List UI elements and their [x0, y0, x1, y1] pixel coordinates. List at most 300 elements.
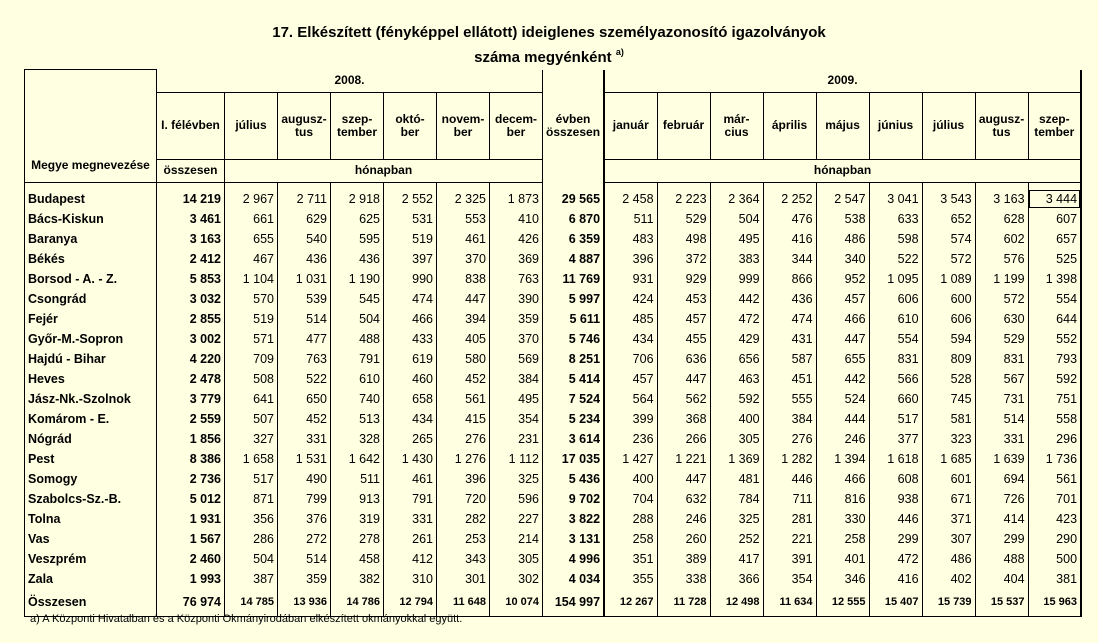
header-megye: Megye megnevezése — [25, 70, 157, 183]
table-cell: 301 — [437, 569, 490, 589]
table-cell: 519 — [225, 309, 278, 329]
table-cell: 12 267 — [604, 589, 657, 617]
table-cell: 2 855 — [157, 309, 225, 329]
table-cell: 1 658 — [225, 449, 278, 469]
table-cell: 466 — [384, 309, 437, 329]
table-cell: 572 — [922, 249, 975, 269]
table-cell: 2 559 — [157, 409, 225, 429]
table-cell: 866 — [763, 269, 816, 289]
table-cell: 488 — [331, 329, 384, 349]
header-osszesen: összesen — [157, 159, 225, 182]
table-cell: 1 394 — [816, 449, 869, 469]
table-cell: 871 — [225, 489, 278, 509]
table-cell: 2 967 — [225, 189, 278, 209]
table-cell: 931 — [604, 269, 657, 289]
table-cell: 258 — [816, 529, 869, 549]
table-cell: 442 — [816, 369, 869, 389]
table-cell: 359 — [490, 309, 543, 329]
county-name: Baranya — [25, 229, 157, 249]
table-row — [25, 529, 1082, 549]
table-cell: 302 — [490, 569, 543, 589]
table-cell: 370 — [437, 249, 490, 269]
table-cell: 481 — [710, 469, 763, 489]
county-name: Jász-Nk.-Szolnok — [25, 389, 157, 409]
table-cell: 384 — [490, 369, 543, 389]
table-cell: 5 234 — [543, 409, 605, 429]
table-cell: 338 — [657, 569, 710, 589]
header-month: június — [869, 92, 922, 159]
table-cell: 387 — [225, 569, 278, 589]
table-title-line2 — [0, 49, 1098, 66]
table-cell: 531 — [384, 209, 437, 229]
table-cell: 598 — [869, 229, 922, 249]
header-honapban-2008: hónapban — [225, 159, 543, 182]
table-cell: 446 — [763, 469, 816, 489]
table-cell: 29 565 — [543, 189, 605, 209]
table-cell: 784 — [710, 489, 763, 509]
table-cell: 552 — [1028, 329, 1081, 349]
table-cell: 4 996 — [543, 549, 605, 569]
county-name: Összesen — [25, 589, 157, 617]
table-cell: 399 — [604, 409, 657, 429]
table-row — [25, 509, 1082, 529]
county-name: Békés — [25, 249, 157, 269]
table-cell: 1 427 — [604, 449, 657, 469]
table-cell: 1 736 — [1028, 449, 1081, 469]
table-cell: 7 524 — [543, 389, 605, 409]
header-month: októ-ber — [384, 92, 437, 159]
county-name: Borsod - A. - Z. — [25, 269, 157, 289]
table-cell: 952 — [816, 269, 869, 289]
table-cell: 3 163 — [157, 229, 225, 249]
table-cell: 384 — [763, 409, 816, 429]
table-cell: 561 — [1028, 469, 1081, 489]
table-cell: 601 — [922, 469, 975, 489]
table-cell: 394 — [437, 309, 490, 329]
table-cell: 751 — [1028, 389, 1081, 409]
table-cell: 258 — [604, 529, 657, 549]
table-cell: 500 — [1028, 549, 1081, 569]
table-cell: 561 — [437, 389, 490, 409]
table-cell: 1 095 — [869, 269, 922, 289]
table-cell: 610 — [331, 369, 384, 389]
table-cell: 370 — [490, 329, 543, 349]
table-cell: 278 — [331, 529, 384, 549]
table-cell: 632 — [657, 489, 710, 509]
table-cell: 650 — [278, 389, 331, 409]
table-cell: 467 — [225, 249, 278, 269]
table-cell: 290 — [1028, 529, 1081, 549]
table-cell: 5 414 — [543, 369, 605, 389]
table-cell: 511 — [604, 209, 657, 229]
table-cell: 434 — [604, 329, 657, 349]
table-cell: 625 — [331, 209, 384, 229]
table-cell: 809 — [922, 349, 975, 369]
table-cell: 514 — [278, 309, 331, 329]
table-row — [25, 449, 1082, 469]
table-cell: 12 498 — [710, 589, 763, 617]
table-cell: 276 — [437, 429, 490, 449]
table-cell: 15 537 — [975, 589, 1028, 617]
table-cell: 831 — [869, 349, 922, 369]
table-cell: 572 — [975, 289, 1028, 309]
table-cell: 346 — [816, 569, 869, 589]
table-cell: 463 — [710, 369, 763, 389]
table-cell: 3 779 — [157, 389, 225, 409]
table-cell: 11 634 — [763, 589, 816, 617]
header-honapban-2009: hónapban — [604, 159, 1081, 182]
title-footnote-mark: a) — [615, 47, 624, 57]
table-cell: 231 — [490, 429, 543, 449]
table-cell: 566 — [869, 369, 922, 389]
table-cell: 461 — [437, 229, 490, 249]
table-cell: 528 — [922, 369, 975, 389]
table-cell: 12 555 — [816, 589, 869, 617]
table-cell: 2 711 — [278, 189, 331, 209]
header-month: novem-ber — [437, 92, 490, 159]
header-month: július — [225, 92, 278, 159]
table-cell: 340 — [816, 249, 869, 269]
table-cell: 553 — [437, 209, 490, 229]
table-cell: 466 — [816, 469, 869, 489]
table-cell: 423 — [1028, 509, 1081, 529]
table-cell: 574 — [922, 229, 975, 249]
table-cell: 11 728 — [657, 589, 710, 617]
table-cell: 15 963 — [1028, 589, 1081, 617]
table-cell: 319 — [331, 509, 384, 529]
table-row — [25, 409, 1082, 429]
table-row — [25, 589, 1082, 617]
county-name: Fejér — [25, 309, 157, 329]
header-month: augusz-tus — [278, 92, 331, 159]
table-cell: 447 — [657, 469, 710, 489]
table-cell: 524 — [816, 389, 869, 409]
header-month: április — [763, 92, 816, 159]
table-cell: 474 — [384, 289, 437, 309]
table-cell: 457 — [604, 369, 657, 389]
county-name: Heves — [25, 369, 157, 389]
table-cell: 606 — [922, 309, 975, 329]
table-cell: 2 223 — [657, 189, 710, 209]
table-cell: 366 — [710, 569, 763, 589]
table-cell: 447 — [437, 289, 490, 309]
table-cell: 519 — [384, 229, 437, 249]
table-cell: 404 — [975, 569, 1028, 589]
table-cell: 990 — [384, 269, 437, 289]
table-cell: 555 — [763, 389, 816, 409]
table-cell: 265 — [384, 429, 437, 449]
table-cell: 455 — [657, 329, 710, 349]
table-cell: 567 — [975, 369, 1028, 389]
table-cell: 831 — [975, 349, 1028, 369]
table-cell: 1 112 — [490, 449, 543, 469]
county-name: Vas — [25, 529, 157, 549]
table-cell: 1 642 — [331, 449, 384, 469]
table-cell: 14 786 — [331, 589, 384, 617]
table-cell: 476 — [763, 209, 816, 229]
table-cell: 571 — [225, 329, 278, 349]
table-cell: 5 436 — [543, 469, 605, 489]
table-cell: 720 — [437, 489, 490, 509]
table-cell: 76 974 — [157, 589, 225, 617]
table-cell: 1 089 — [922, 269, 975, 289]
table-cell: 351 — [604, 549, 657, 569]
table-cell: 381 — [1028, 569, 1081, 589]
table-cell: 288 — [604, 509, 657, 529]
table-row — [25, 349, 1082, 369]
table-cell: 307 — [922, 529, 975, 549]
table-cell: 581 — [922, 409, 975, 429]
table-cell: 600 — [922, 289, 975, 309]
table-cell: 2 252 — [763, 189, 816, 209]
table-cell: 310 — [384, 569, 437, 589]
table-cell: 913 — [331, 489, 384, 509]
table-cell: 299 — [869, 529, 922, 549]
table-cell: 400 — [604, 469, 657, 489]
table-cell: 1 031 — [278, 269, 331, 289]
table-cell: 1 199 — [975, 269, 1028, 289]
table-cell: 602 — [975, 229, 1028, 249]
table-cell: 558 — [1028, 409, 1081, 429]
table-cell: 447 — [816, 329, 869, 349]
table-cell: 1 639 — [975, 449, 1028, 469]
table-cell: 474 — [763, 309, 816, 329]
table-cell: 592 — [1028, 369, 1081, 389]
table-cell: 3 444 — [1028, 189, 1081, 209]
table-cell: 628 — [975, 209, 1028, 229]
header-month: július — [922, 92, 975, 159]
county-name: Komárom - E. — [25, 409, 157, 429]
table-cell: 296 — [1028, 429, 1081, 449]
table-row — [25, 369, 1082, 389]
table-cell: 539 — [278, 289, 331, 309]
table-cell: 431 — [763, 329, 816, 349]
table-cell: 1 104 — [225, 269, 278, 289]
table-cell: 377 — [869, 429, 922, 449]
table-cell: 4 220 — [157, 349, 225, 369]
table-cell: 522 — [278, 369, 331, 389]
table-cell: 272 — [278, 529, 331, 549]
table-cell: 495 — [490, 389, 543, 409]
table-cell: 400 — [710, 409, 763, 429]
table-cell: 391 — [763, 549, 816, 569]
table-cell: 325 — [710, 509, 763, 529]
table-cell: 938 — [869, 489, 922, 509]
table-cell: 545 — [331, 289, 384, 309]
table-title-text: száma megyénként — [474, 49, 612, 66]
table-cell: 508 — [225, 369, 278, 389]
table-cell: 595 — [331, 229, 384, 249]
table-cell: 999 — [710, 269, 763, 289]
table-cell: 3 822 — [543, 509, 605, 529]
table-cell: 504 — [710, 209, 763, 229]
table-cell: 838 — [437, 269, 490, 289]
table-cell: 477 — [278, 329, 331, 349]
table-body — [25, 182, 1082, 616]
header-felev: I. félévben — [157, 92, 225, 159]
table-cell: 3 002 — [157, 329, 225, 349]
table-cell: 562 — [657, 389, 710, 409]
table-cell: 619 — [384, 349, 437, 369]
header-month: augusz-tus — [975, 92, 1028, 159]
table-cell: 415 — [437, 409, 490, 429]
table-cell: 652 — [922, 209, 975, 229]
table-cell: 1 276 — [437, 449, 490, 469]
county-name: Tolna — [25, 509, 157, 529]
table-cell: 227 — [490, 509, 543, 529]
table-cell: 576 — [975, 249, 1028, 269]
table-cell: 344 — [763, 249, 816, 269]
table-cell: 433 — [384, 329, 437, 349]
table-cell: 331 — [278, 429, 331, 449]
table-cell: 694 — [975, 469, 1028, 489]
county-name: Szabolcs-Sz.-B. — [25, 489, 157, 509]
table-cell: 3 461 — [157, 209, 225, 229]
table-row — [25, 329, 1082, 349]
table-cell: 1 430 — [384, 449, 437, 469]
table-cell: 486 — [922, 549, 975, 569]
table-cell: 383 — [710, 249, 763, 269]
table-cell: 17 035 — [543, 449, 605, 469]
table-cell: 5 997 — [543, 289, 605, 309]
table-row — [25, 429, 1082, 449]
table-cell: 401 — [816, 549, 869, 569]
table-cell: 13 936 — [278, 589, 331, 617]
table-cell: 442 — [710, 289, 763, 309]
table-cell: 416 — [763, 229, 816, 249]
table-cell: 657 — [1028, 229, 1081, 249]
table-cell: 6 870 — [543, 209, 605, 229]
table-cell: 396 — [604, 249, 657, 269]
table-cell: 9 702 — [543, 489, 605, 509]
table-cell: 538 — [816, 209, 869, 229]
table-title-line1: 17. Elkészített (fényképpel ellátott) ideiglenes személyazonosító igazolványok — [272, 24, 826, 41]
table-cell: 799 — [278, 489, 331, 509]
table-row — [25, 569, 1082, 589]
table-cell: 1 567 — [157, 529, 225, 549]
table-cell: 461 — [384, 469, 437, 489]
table-cell: 522 — [869, 249, 922, 269]
table-cell: 472 — [710, 309, 763, 329]
table-cell: 286 — [225, 529, 278, 549]
table-cell: 354 — [763, 569, 816, 589]
table-cell: 266 — [657, 429, 710, 449]
table-cell: 214 — [490, 529, 543, 549]
table-cell: 410 — [490, 209, 543, 229]
table-cell: 816 — [816, 489, 869, 509]
table-cell: 564 — [604, 389, 657, 409]
table-cell: 472 — [869, 549, 922, 569]
table-cell: 305 — [490, 549, 543, 569]
table-cell: 246 — [657, 509, 710, 529]
table-cell: 3 614 — [543, 429, 605, 449]
table-cell: 305 — [710, 429, 763, 449]
table-cell: 154 997 — [543, 589, 605, 617]
table-cell: 745 — [922, 389, 975, 409]
table-row — [25, 209, 1082, 229]
table-cell: 412 — [384, 549, 437, 569]
table-cell: 610 — [869, 309, 922, 329]
table-cell: 517 — [225, 469, 278, 489]
table-cell: 629 — [278, 209, 331, 229]
table-cell: 793 — [1028, 349, 1081, 369]
table-cell: 731 — [975, 389, 1028, 409]
table-row — [25, 249, 1082, 269]
table-cell: 763 — [278, 349, 331, 369]
table-cell: 5 611 — [543, 309, 605, 329]
table-cell: 570 — [225, 289, 278, 309]
table-cell: 1 398 — [1028, 269, 1081, 289]
county-name: Budapest — [25, 189, 157, 209]
header-year-2008: 2008. — [157, 70, 543, 93]
table-cell: 2 412 — [157, 249, 225, 269]
table-cell: 483 — [604, 229, 657, 249]
table-cell: 426 — [490, 229, 543, 249]
table-cell: 514 — [278, 549, 331, 569]
table-cell: 8 386 — [157, 449, 225, 469]
table-cell: 2 460 — [157, 549, 225, 569]
table-cell: 331 — [384, 509, 437, 529]
county-name: Zala — [25, 569, 157, 589]
table-cell: 15 739 — [922, 589, 975, 617]
table-cell: 452 — [278, 409, 331, 429]
table-cell: 607 — [1028, 209, 1081, 229]
table-cell: 10 074 — [490, 589, 543, 617]
table-cell: 389 — [657, 549, 710, 569]
county-name: Somogy — [25, 469, 157, 489]
table-cell: 2 458 — [604, 189, 657, 209]
table-cell: 726 — [975, 489, 1028, 509]
table-cell: 763 — [490, 269, 543, 289]
table-cell: 706 — [604, 349, 657, 369]
table-cell: 514 — [975, 409, 1028, 429]
table-cell: 434 — [384, 409, 437, 429]
table-cell: 1 190 — [331, 269, 384, 289]
table-cell: 354 — [490, 409, 543, 429]
table-cell: 2 918 — [331, 189, 384, 209]
table-cell: 529 — [975, 329, 1028, 349]
table-cell: 1 618 — [869, 449, 922, 469]
header-evben-osszesen: évben összesen — [543, 70, 605, 183]
table-cell: 791 — [331, 349, 384, 369]
table-cell: 636 — [657, 349, 710, 369]
table-cell: 661 — [225, 209, 278, 229]
table-cell: 325 — [490, 469, 543, 489]
table-cell: 704 — [604, 489, 657, 509]
table-cell: 596 — [490, 489, 543, 509]
table-cell: 495 — [710, 229, 763, 249]
table-cell: 253 — [437, 529, 490, 549]
table-row — [25, 269, 1082, 289]
table-cell: 513 — [331, 409, 384, 429]
table-cell: 641 — [225, 389, 278, 409]
table-cell: 372 — [657, 249, 710, 269]
table-cell: 331 — [975, 429, 1028, 449]
table-cell: 2 364 — [710, 189, 763, 209]
table-cell: 504 — [225, 549, 278, 569]
header-month: január — [604, 92, 657, 159]
table-cell: 504 — [331, 309, 384, 329]
table-cell: 1 531 — [278, 449, 331, 469]
table-cell: 4 034 — [543, 569, 605, 589]
table-cell: 328 — [331, 429, 384, 449]
table-cell: 658 — [384, 389, 437, 409]
table-row — [25, 229, 1082, 249]
table-cell: 2 325 — [437, 189, 490, 209]
table-row — [25, 289, 1082, 309]
table-cell: 3 131 — [543, 529, 605, 549]
table-cell: 446 — [869, 509, 922, 529]
